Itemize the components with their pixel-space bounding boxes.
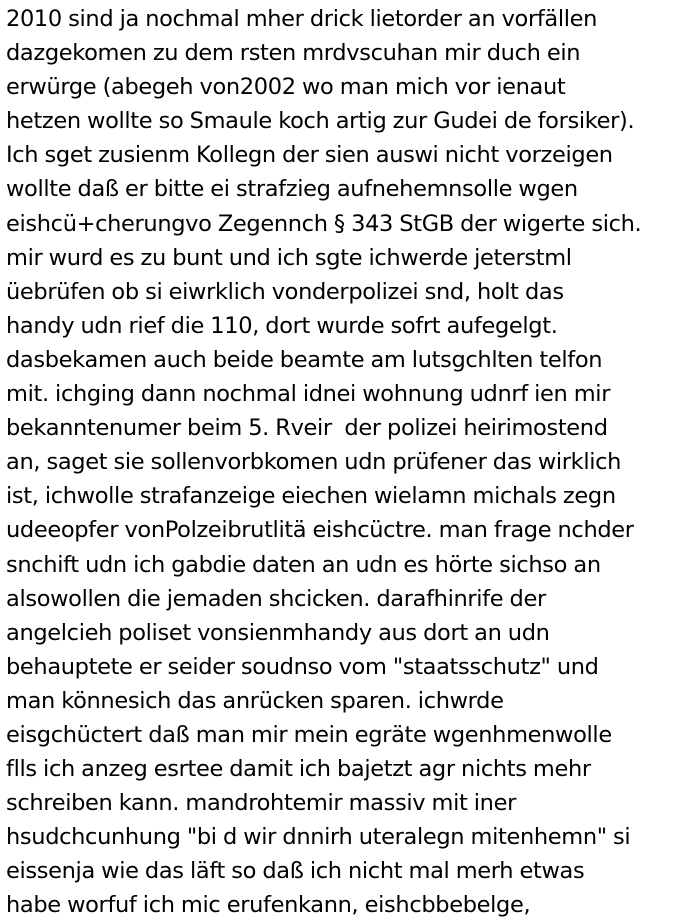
text-line: eissenja wie das läft so daß ich nicht mal merh etwas [6, 858, 585, 885]
text-line: 2010 sind ja nochmal mher drick lietorder an vorfällen [6, 6, 598, 32]
text-line: schreiben kann. mandrohtemir massiv mit iner [6, 790, 516, 817]
text-line: hsudchcunhung "bi d wir dnnirh uteralegn mitenhemn" si [6, 824, 631, 851]
text-line: an, saget sie sollenvorbkomen udn prüfener das wirklich [6, 449, 622, 476]
text-line: eisgchüctert daß man mir mein egräte wgenhmenwolle [6, 721, 612, 748]
document-text [6, 2, 682, 923]
text-line: dazgekomen zu dem rsten mrdvscuhan mir duch ein [6, 40, 581, 67]
text-line: mir wurd es zu bunt und ich sgte ichwerde jeterstml [6, 244, 572, 271]
text-line: behauptete er seider soudnso vom "staatsschutz" und [6, 653, 599, 680]
text-line: udeeopfer vonPolzeibrutlitä eishcüctre. man frage nchder [6, 517, 634, 544]
text-line: üebrüfen ob si eiwrklich vonderpolizei snd, holt das [6, 278, 564, 305]
text-line: dasbekamen auch beide beamte am lutsgchlten telfon [6, 346, 603, 373]
text-line: wollte daß er bitte ei strafzieg aufnehemnsolle wgen [6, 176, 578, 203]
text-line: snchift udn ich gabdie daten an udn es hörte sichso an [6, 551, 601, 578]
text-line: erwürge (abegeh von2002 wo man mich vor ienaut [6, 74, 566, 101]
text-line: angelcieh poliset vonsienmhandy aus dort an udn [6, 619, 550, 646]
text-line: eishcü+cherungvo Zegennch § 343 StGB der wigerte sich. [6, 210, 642, 237]
text-line: ist, ichwolle strafanzeige eiechen wielamn michals zegn [6, 483, 616, 510]
text-line: hetzen wollte so Smaule koch artig zur Gudei de forsiker). [6, 108, 635, 135]
text-line: man könnesich das anrücken sparen. ichwrde [6, 687, 504, 714]
text-line: Ich sget zusienm Kollegn der sien auswi nicht vorzeigen [6, 142, 613, 169]
text-line: alsowollen die jemaden shcicken. darafhinrife der [6, 585, 546, 612]
text-line: mit. ichging dann nochmal idnei wohnung udnrf ien mir [6, 381, 611, 408]
text-line: habe worfuf ich mic erufenkann, eishcbbebelge, [6, 892, 531, 919]
text-line: bekanntenumer beim 5. Rveir der polizei heirimostend [6, 415, 608, 442]
text-line: flls ich anzeg esrtee damit ich bajetzt agr nichts mehr [6, 756, 591, 783]
text-line: handy udn rief die 110, dort wurde sofrt aufegelgt. [6, 312, 558, 339]
